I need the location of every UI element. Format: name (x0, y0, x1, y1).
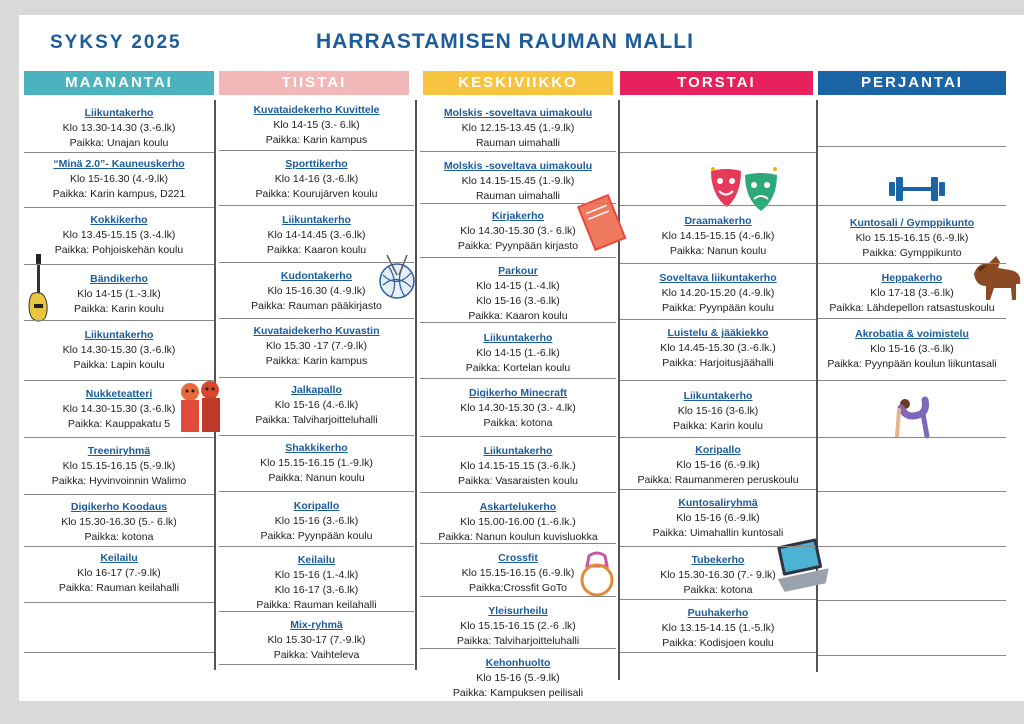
activity-place: Paikka: Rauman pääkirjasto (251, 300, 382, 312)
activity-name-link[interactable]: Kirjakerho (492, 210, 544, 222)
day-header-monday: MAANANTAI (24, 71, 214, 95)
activity-name-link[interactable]: Mix-ryhmä (290, 619, 343, 631)
activity-time: Klo 13.15-14.15 (1.-5.lk) (661, 622, 775, 634)
activity-name-link[interactable]: Draamakerho (684, 215, 752, 227)
activity-name-link[interactable]: Askartelukerho (479, 501, 557, 513)
activity-place: Paikka: Unajan koulu (69, 137, 169, 149)
monday-activity (24, 272, 214, 317)
activity-time: Klo 15.15-16.15 (6.-9.lk) (461, 567, 575, 579)
thursday-activity (620, 553, 816, 598)
activity-time: Klo 14.30-15.30 (3.-6.lk) (62, 403, 176, 415)
row-separator (620, 437, 816, 438)
monday-activity (24, 328, 214, 373)
row-separator (818, 491, 1006, 492)
row-separator (620, 380, 816, 381)
activity-time: Klo 14.15-15.15 (3.-6.lk.) (460, 460, 576, 472)
row-separator (24, 546, 214, 547)
activity-name-link[interactable]: Kuntosali / Gymppikunto (849, 217, 975, 229)
activity-place: Paikka:Crossfit GoTo (468, 582, 568, 594)
activity-name-link[interactable]: Jalkapallo (291, 384, 342, 396)
activity-name-link[interactable]: Liikuntakerho (84, 107, 154, 119)
column-divider (415, 100, 417, 670)
activity-place: Paikka: kotona (683, 584, 753, 596)
activity-place: Paikka: kotona (483, 417, 553, 429)
activity-name-link[interactable]: Liikuntakerho (282, 214, 351, 226)
row-separator (219, 611, 414, 612)
activity-name-link[interactable]: Kokkikerho (90, 214, 148, 226)
row-separator (219, 205, 414, 206)
activity-place: Paikka: Vaihteleva (273, 649, 360, 661)
activity-time: Klo 16-17 (3.-6.lk) (274, 584, 359, 596)
activity-time: Klo 14.15-15.45 (1.-9.lk) (461, 175, 575, 187)
activity-place: Paikka: Kortelan koulu (465, 362, 571, 374)
activity-time: Klo 15.15-16.15 (5.-9.lk) (62, 460, 176, 472)
activity-place: Paikka: Nanun koulun kuvisluokka (438, 531, 598, 543)
activity-place: Paikka: Kaaron koulu (266, 244, 367, 256)
activity-place: Paikka: Pyynpään koulu (260, 530, 373, 542)
tuesday-activity (219, 157, 414, 202)
row-separator (420, 596, 616, 597)
activity-place: Paikka: Rauman keilahalli (58, 582, 180, 594)
monday-activity (24, 387, 214, 432)
activity-name-link[interactable]: Treeniryhmä (87, 445, 151, 457)
monday-activity (24, 551, 214, 596)
wednesday-activity (420, 386, 616, 431)
row-separator (420, 378, 616, 379)
friday-activity (818, 327, 1006, 372)
activity-time: Klo 13.45-15.15 (3.-4.lk) (62, 229, 176, 241)
activity-name-link[interactable]: Parkour (498, 265, 538, 277)
row-separator (818, 263, 1006, 264)
activity-place: Paikka: Karin kampus (265, 134, 368, 146)
row-separator (420, 436, 616, 437)
season-label: SYKSY 2025 (50, 32, 182, 53)
monday-activity (24, 500, 214, 545)
activity-time: Klo 15-16.30 (4.-9.lk) (69, 173, 169, 185)
tuesday-activity (219, 618, 414, 663)
activity-place: Paikka: Kauppakatu 5 (67, 418, 171, 430)
activity-name-link[interactable]: Keilailu (100, 552, 138, 564)
row-separator (620, 489, 816, 490)
activity-time: Klo 16-17 (7.-9.lk) (77, 567, 161, 579)
tuesday-activity (219, 213, 414, 258)
row-separator (219, 150, 414, 151)
row-separator (24, 602, 214, 603)
activity-place: Paikka: Karin koulu (673, 420, 763, 432)
activity-name-link[interactable]: Koripallo (695, 444, 741, 456)
monday-activity (24, 444, 214, 489)
monday-activity (24, 106, 214, 151)
activity-name-link[interactable]: “Minä 2.0”- Kauneuskerho (53, 158, 185, 170)
activity-name-link[interactable]: Tubekerho (691, 554, 745, 566)
activity-time: Klo 15.30-16.30 (5.- 6.lk) (61, 516, 177, 528)
activity-place: Paikka: Pyynpään koulu (661, 302, 775, 314)
activity-place: Paikka: Pohjoiskehän koulu (54, 244, 184, 256)
activity-name-link[interactable]: Nukketeatteri (85, 388, 153, 400)
activity-time: Klo 15.30 -17 (7.-9.lk) (266, 340, 367, 352)
activity-time: Klo 17-18 (3.-6.lk) (870, 287, 954, 299)
row-separator (24, 380, 214, 381)
thursday-activity (620, 389, 816, 434)
row-separator (420, 543, 616, 544)
tuesday-activity (219, 553, 414, 613)
wednesday-activity (420, 106, 616, 151)
activity-place: Paikka: Gymppikunto (862, 247, 962, 259)
activity-name-link[interactable]: Molskis -soveltava uimakoulu (443, 160, 593, 172)
row-separator (24, 264, 214, 265)
day-header-thursday: TORSTAI (620, 71, 813, 95)
activity-place: Paikka: Uimahallin kuntosali (652, 527, 784, 539)
wednesday-activity (420, 604, 616, 649)
row-separator (24, 494, 214, 495)
activity-name-link[interactable]: Sporttikerho (285, 158, 348, 170)
row-separator (818, 205, 1006, 206)
activity-name-link[interactable]: Koripallo (293, 500, 340, 512)
activity-time: Klo 14-15 (1.-4.lk) (476, 280, 560, 292)
thursday-activity (620, 326, 816, 371)
activity-name-link[interactable]: Akrobatia & voimistelu (855, 328, 969, 340)
row-separator (420, 322, 616, 323)
row-separator (818, 600, 1006, 601)
activity-name-link[interactable]: Kudontakerho (280, 270, 353, 282)
row-separator (420, 203, 616, 204)
activity-time: Klo 14.30-15.30 (3.- 6.lk) (460, 225, 576, 237)
page-title: HARRASTAMISEN RAUMAN MALLI (316, 30, 694, 53)
row-separator (219, 262, 414, 263)
activity-name-link[interactable]: Bändikerho (90, 273, 148, 285)
tuesday-activity (219, 383, 414, 428)
row-separator (818, 437, 1006, 438)
activity-name-link[interactable]: Heppakerho (881, 272, 943, 284)
row-separator (24, 320, 214, 321)
activity-time: Klo 15.00-16.00 (1.-6.lk.) (460, 516, 576, 528)
row-separator (620, 319, 816, 320)
activity-place: Paikka: Kaaron koulu (468, 310, 568, 322)
row-separator (620, 599, 816, 600)
wednesday-activity (420, 551, 616, 596)
row-separator (24, 437, 214, 438)
dumbbell-icon (887, 174, 947, 204)
day-header-wednesday: KESKIVIIKKO (423, 71, 613, 95)
activity-place: Paikka: Raumanmeren peruskoulu (637, 474, 799, 486)
activity-time: Klo 15-16 (3.-6.lk) (870, 343, 954, 355)
activity-place: Paikka: Karin kampus (265, 355, 368, 367)
friday-activity (818, 271, 1006, 316)
activity-time: Klo 15.30-16.30 (7.- 9.lk) (660, 569, 776, 581)
activity-place: Rauman uimahalli (475, 190, 561, 202)
activity-name-link[interactable]: Keilailu (297, 554, 336, 566)
row-separator (420, 257, 616, 258)
activity-name-link[interactable]: Liikuntakerho (483, 445, 553, 457)
row-separator (420, 151, 616, 152)
activity-name-link[interactable]: Crossfit (498, 552, 538, 564)
row-separator (219, 435, 414, 436)
activity-place: Paikka: Nanun koulu (669, 245, 767, 257)
activity-name-link[interactable]: Kuvataidekerho Kuvastin (253, 325, 380, 337)
activity-name-link[interactable]: Liikuntakerho (683, 390, 753, 402)
activity-name-link[interactable]: Liikuntakerho (483, 332, 553, 344)
monday-activity (24, 157, 214, 202)
activity-time: Klo 15-16 (6.-9.lk) (676, 459, 760, 471)
activity-name-link[interactable]: Luistelu & jääkiekko (667, 327, 769, 339)
activity-time: Klo 14-14.45 (3.-6.lk) (267, 229, 366, 241)
day-header-friday: PERJANTAI (818, 71, 1006, 95)
thursday-activity (620, 496, 816, 541)
activity-time: Klo 14-16 (3.-6.lk) (274, 173, 359, 185)
activity-time: Klo 14.30-15.30 (3.-6.lk) (62, 344, 176, 356)
wednesday-activity (420, 656, 616, 701)
thursday-activity (620, 214, 816, 259)
activity-place: Paikka: Talviharjoitteluhalli (456, 635, 580, 647)
activity-time: Klo 15-16 (4.-6.lk) (274, 399, 359, 411)
activity-place: Paikka: Karin kampus, D221 (52, 188, 186, 200)
row-separator (620, 546, 816, 547)
activity-time: Klo 15.15-16.15 (6.-9.lk) (855, 232, 969, 244)
row-separator (219, 377, 414, 378)
activity-time: Klo 15.15-16.15 (2.-6 .lk) (460, 620, 576, 632)
activity-time: Klo 15-16 (3-6.lk) (677, 405, 759, 417)
activity-place: Paikka: Karin koulu (74, 303, 164, 315)
activity-time: Klo 14.30-15.30 (3.- 4.lk) (460, 402, 576, 414)
friday-activity (818, 216, 1006, 261)
activity-place: Paikka: Lapin koulu (73, 359, 165, 371)
activity-place: Rauman uimahalli (475, 137, 561, 149)
wednesday-activity (420, 444, 616, 489)
monday-activity (24, 213, 214, 258)
activity-place: Paikka: Talviharjoitteluhalli (255, 414, 378, 426)
activity-time: Klo 14-15 (1.-3.lk) (77, 288, 161, 300)
row-separator (818, 146, 1006, 147)
thursday-activity (620, 606, 816, 651)
activity-name-link[interactable]: Puuhakerho (687, 607, 749, 619)
day-header-tuesday: TIISTAI (219, 71, 409, 95)
activity-time: Klo 15-16 (3.-6.lk) (476, 295, 560, 307)
row-separator (420, 492, 616, 493)
activity-time: Klo 12.15-13.45 (1.-9.lk) (461, 122, 575, 134)
activity-name-link[interactable]: Liikuntakerho (84, 329, 154, 341)
row-separator (420, 648, 616, 649)
activity-place: Paikka: Nanun koulu (268, 472, 365, 484)
tuesday-activity (219, 269, 414, 314)
activity-place: Paikka: Pyynpään kirjasto (457, 240, 579, 252)
activity-name-link[interactable]: Soveltava liikuntakerho (659, 272, 777, 284)
activity-name-link[interactable]: Kuntosaliryhmä (678, 497, 758, 509)
activity-place: Paikka: Kodisjoen koulu (662, 637, 774, 649)
activity-place: Paikka: Lähdepellon ratsastuskoulu (829, 302, 995, 314)
row-separator (219, 491, 414, 492)
row-separator (818, 655, 1006, 656)
activity-name-link[interactable]: Yleisurheilu (488, 605, 548, 617)
activity-name-link[interactable]: Digikerho Koodaus (70, 501, 168, 513)
tuesday-activity (219, 324, 414, 369)
activity-place: Paikka: Rauman keilahalli (256, 599, 377, 611)
row-separator (818, 546, 1006, 547)
activity-time: Klo 15-16 (3.-6.lk) (274, 515, 359, 527)
thursday-activity (620, 443, 816, 488)
activity-place: Paikka: Hyvinvoinnin Walimo (51, 475, 187, 487)
wednesday-activity (420, 264, 616, 324)
row-separator (24, 652, 214, 653)
row-separator (620, 152, 816, 153)
activity-time: Klo 14-15 (3.- 6.lk) (273, 119, 360, 131)
wednesday-activity (420, 500, 616, 545)
wednesday-activity (420, 159, 616, 204)
tuesday-activity (219, 499, 414, 544)
gymnast-icon (887, 390, 935, 440)
row-separator (620, 205, 816, 206)
activity-time: Klo 14.20-15.20 (4.-9.lk) (661, 287, 775, 299)
activity-time: Klo 14.15-15.15 (4.-6.lk) (661, 230, 775, 242)
activity-place: Paikka: Kampuksen peilisali (452, 687, 584, 699)
thursday-activity (620, 271, 816, 316)
activity-time: Klo 15-16 (1.-4.lk) (274, 569, 359, 581)
row-separator (818, 318, 1006, 319)
activity-time: Klo 15-16 (6.-9.lk) (676, 512, 760, 524)
activity-place: Paikka: Kourujärven koulu (255, 188, 378, 200)
activity-time: Klo 15.15-16.15 (1.-9.lk) (260, 457, 373, 469)
row-separator (620, 652, 816, 653)
activity-name-link[interactable]: Molskis -soveltava uimakoulu (443, 107, 593, 119)
activity-time: Klo 15-16.30 (4.-9.lk) (267, 285, 366, 297)
activity-name-link[interactable]: Digikerho Minecraft (468, 387, 568, 399)
wednesday-activity (420, 331, 616, 376)
activity-name-link[interactable]: Kehonhuolto (485, 657, 551, 669)
activity-place: Paikka: Pyynpään koulun liikuntasali (827, 358, 997, 370)
activity-time: Klo 15-16 (5.-9.lk) (476, 672, 560, 684)
tuesday-activity (219, 103, 414, 148)
row-separator (24, 152, 214, 153)
activity-time: Klo 14-15 (1.-6.lk) (476, 347, 560, 359)
row-separator (219, 664, 414, 665)
row-separator (24, 207, 214, 208)
activity-time: Klo 14.45-15.30 (3.-6.lk.) (660, 342, 776, 354)
wednesday-activity (420, 209, 616, 254)
activity-place: Paikka: kotona (84, 531, 154, 543)
activity-time: Klo 15.30-17 (7.-9.lk) (267, 634, 366, 646)
row-separator (620, 263, 816, 264)
row-separator (219, 546, 414, 547)
activity-name-link[interactable]: Shakkikerho (285, 442, 348, 454)
theater-masks-icon (707, 165, 783, 217)
row-separator (219, 318, 414, 319)
row-separator (818, 380, 1006, 381)
tuesday-activity (219, 441, 414, 486)
activity-place: Paikka: Harjoitusjäähalli (662, 357, 774, 369)
activity-name-link[interactable]: Kuvataidekerho Kuvittele (253, 104, 380, 116)
activity-place: Paikka: Vasaraisten koulu (457, 475, 579, 487)
activity-time: Klo 13.30-14.30 (3.-6.lk) (62, 122, 176, 134)
